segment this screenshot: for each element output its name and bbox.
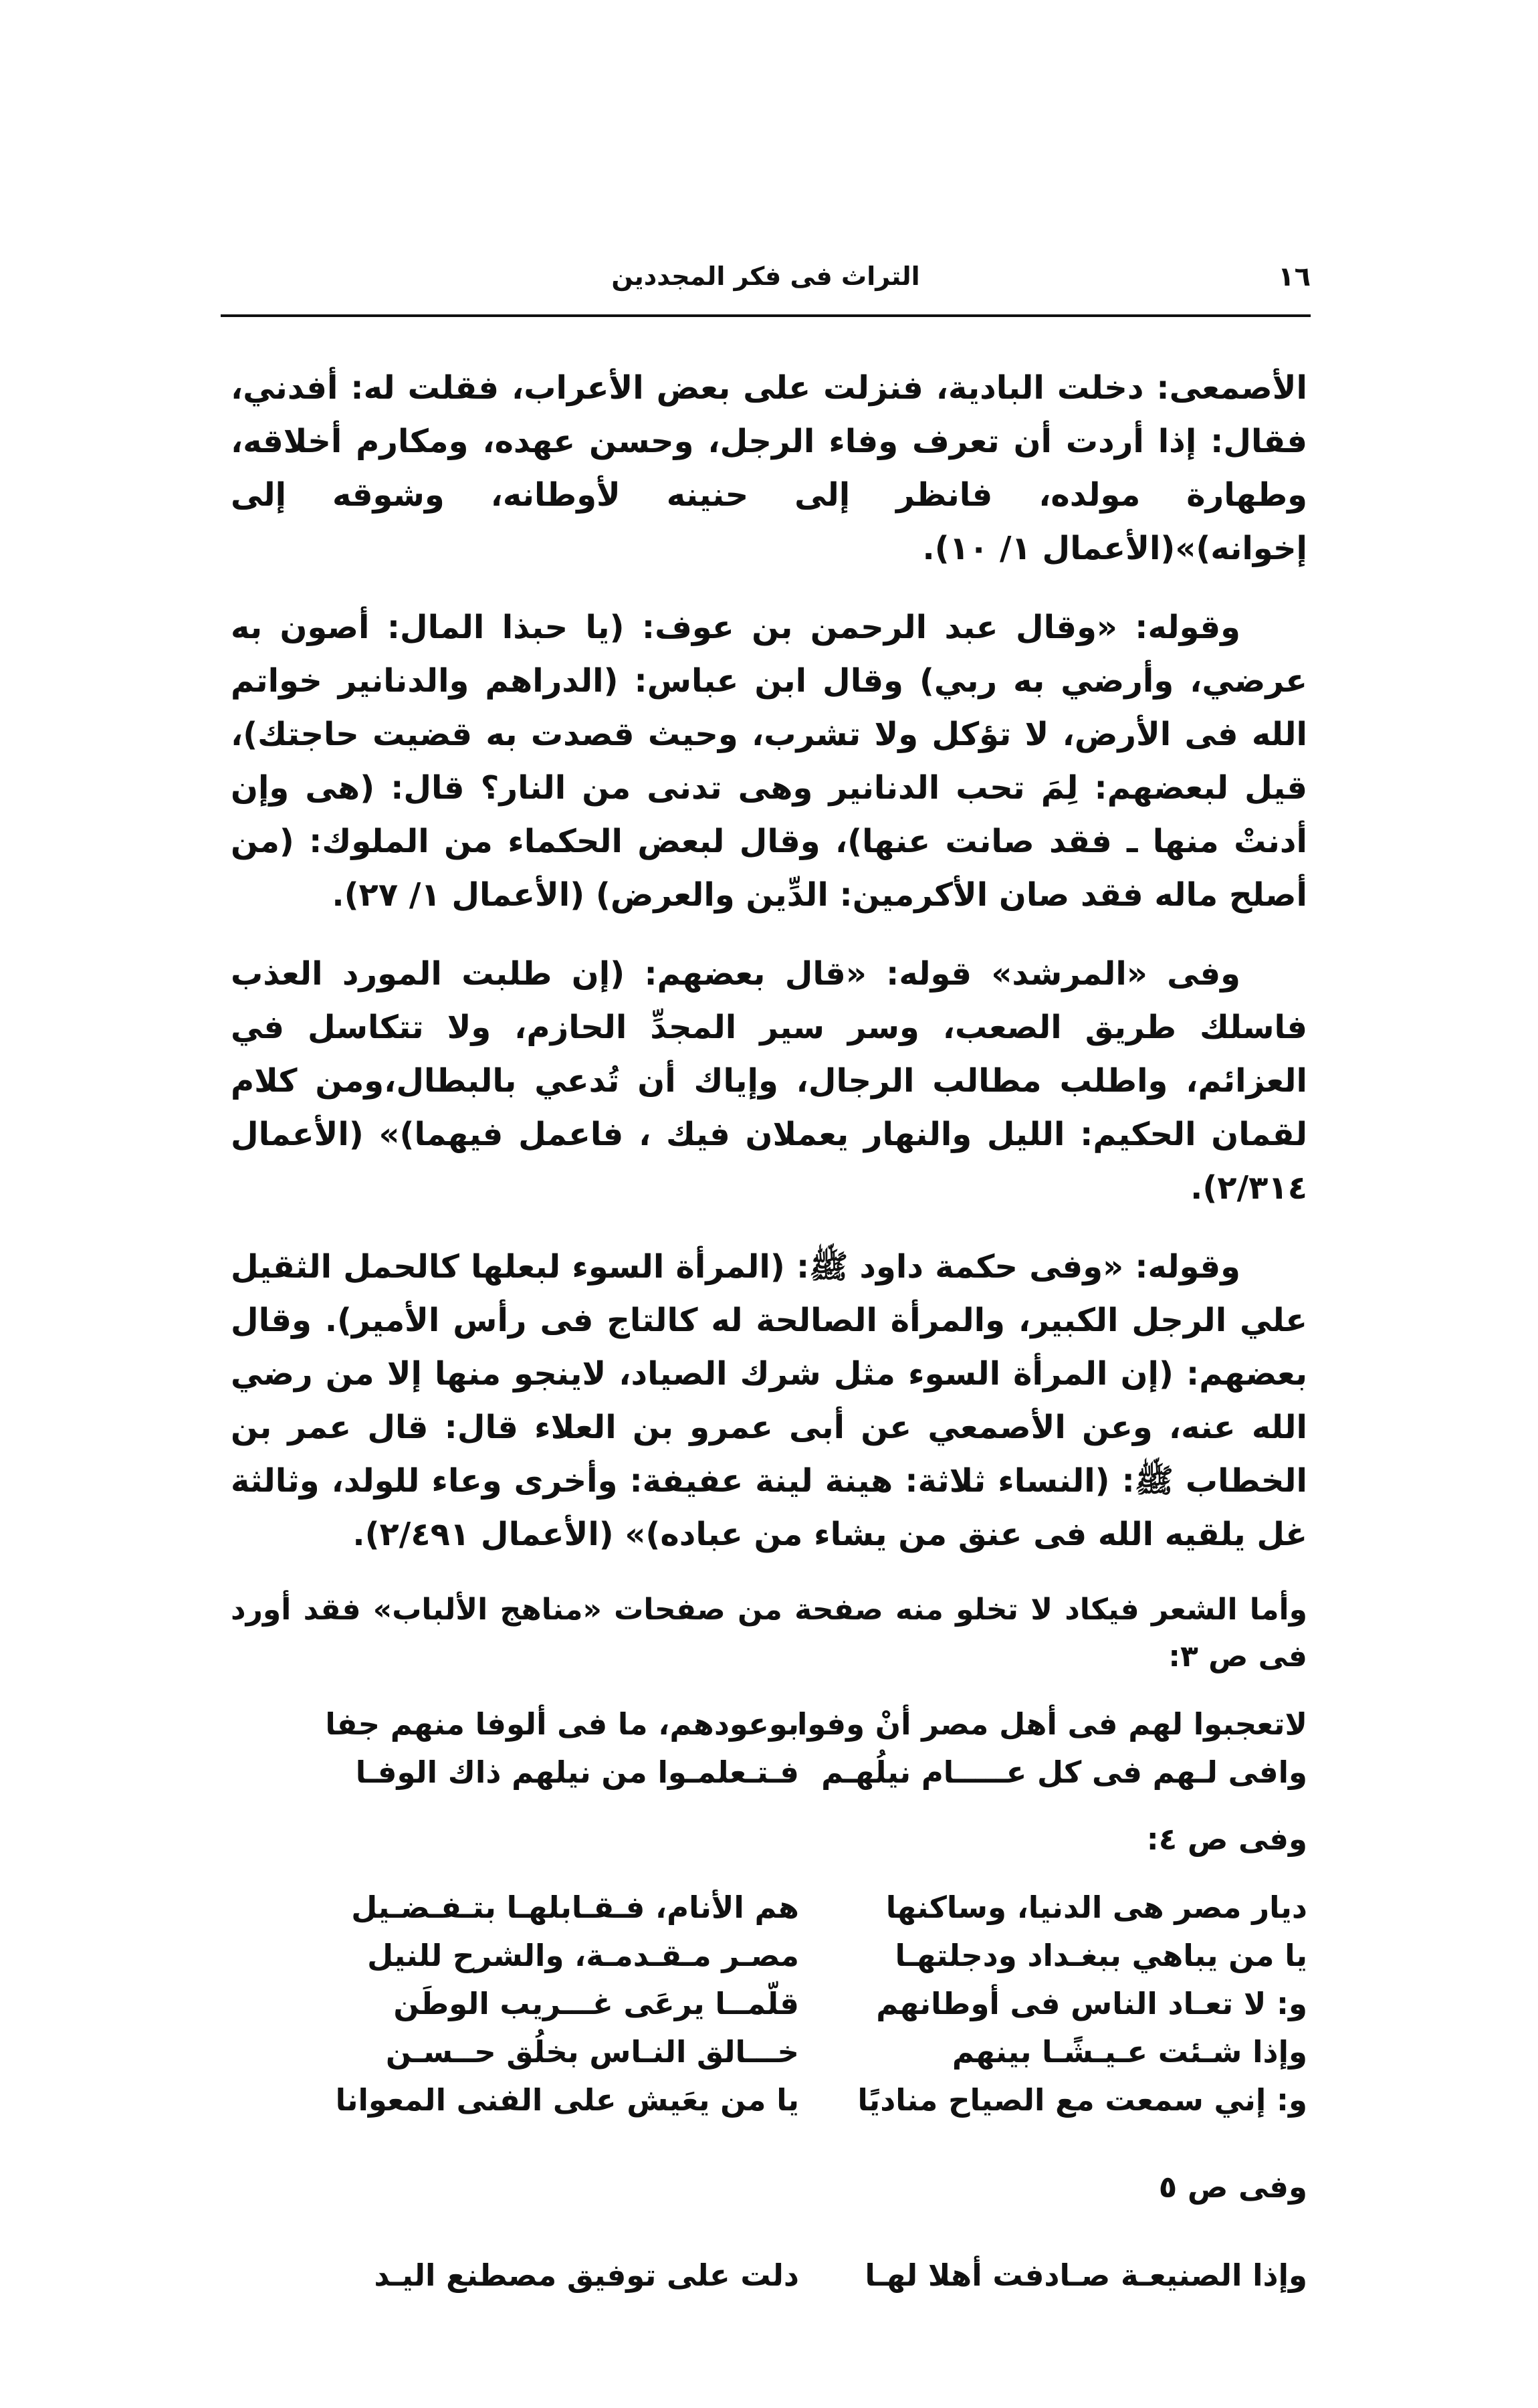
verse <box>355 1748 1307 1797</box>
hemistich-first: لاتعجبوا لهم فى أهل مصر أنْ وفوا <box>796 1706 1307 1742</box>
poem-group <box>325 1700 1307 1797</box>
paragraph: وقوله: «وقال عبد الرحمن بن عوف: (يا حبذا المال: أصون به عرضي، وأرضي به ربي) وقال ابن عباس: (الدراهم والدنانير خواتم الله فى الأرض، لا تؤكل ولا تشرب، وحيث قصدت به قضيت حاجتك)، قيل لبعضهم: لِمَ تحب الدنانير وهى تدنى من النار؟ قال: (هى وإن أدنتْ منها ـ فقد صانت عنها)، وقال لبعض الحكماء من الملوك: (من أصلح ماله فقد صان الأكرمين: الدِّين والعرض) (الأعمال ١/ ٢٧). <box>231 609 1307 914</box>
paragraph: وقوله: «وفى حكمة داود ﷺ: (المرأة السوء لبعلها كالحمل الثقيل علي الرجل الكبير، والمرأة الصالحة له كالتاج فى رأس الأمير). وقال بعضهم: (إن المرأة السوء مثل شرك الصياد، لاينجو منها إلا من رضي الله عنه، وعن الأصمعي عن أبى عمرو بن العلاء قال: قال عمر بن الخطاب ﷺ: (النساء ثلاثة: هينة لينة عفيفة: وأخرى وعاء للولد، وثالثة غل يلقيه الله فى عنق من يشاء من عباده)» (الأعمال ٢/٤٩١). <box>231 1248 1307 1553</box>
body-text <box>231 361 1307 2300</box>
verse <box>374 2251 1307 2300</box>
hemistich-second: خـــالق النـاس بخلُق حــسـن <box>385 2034 799 2070</box>
poetry-intro: وأما الشعر فيكاد لا تخلو منه صفحة من صفحات «مناهج الألباب» فقد أورد فى ص ٣: <box>231 1593 1307 1674</box>
hemistich-second: قلّمــا يرعَى غـــريب الوطَن <box>393 1986 799 2021</box>
poem-group <box>374 2251 1307 2300</box>
page-header <box>221 258 1311 311</box>
verse <box>325 1700 1307 1748</box>
hemistich-second: دلت على توفيق مصطنع اليـد <box>374 2258 799 2293</box>
verse <box>393 1980 1307 2028</box>
hemistich-first: ديار مصر هى الدنيا، وساكنها <box>885 1890 1307 1925</box>
verse <box>385 2028 1307 2076</box>
hemistich-second: يا من يعَيش على الفنى المعوانا <box>335 2082 799 2118</box>
header-rule <box>221 314 1311 317</box>
paragraph: وفى «المرشد» قوله: «قال بعضهم: (إن طلبت المورد العذب فاسلك طريق الصعب، وسر سير المجدِّ الحازم، ولا تتكاسل في العزائم، واطلب مطالب الرجال، وإياك أن تُدعي بالبطال،ومن كلام لقمان الحكيم: الليل والنهار يعملان فيك ، فاعمل فيهما)» (الأعمال ٢/٣١٤). <box>231 955 1307 1207</box>
hemistich-first: وافى لـهم فى كل عـــــام نيلُهـم <box>821 1754 1307 1790</box>
poem-group <box>335 1884 1307 2124</box>
verse <box>367 1932 1307 1980</box>
verse <box>335 2076 1307 2124</box>
hemistich-first: يا من يباهي ببغـداد ودجلتهـا <box>895 1938 1307 1973</box>
hemistich-first: وإذا الصنيعـة صـادفت أهلا لهـا <box>865 2258 1307 2293</box>
poem-page-label: وفى ص ٥ <box>1158 2169 1307 2205</box>
hemistich-second: فـتـعلمـوا من نيلهم ذاك الوفـا <box>355 1754 799 1790</box>
hemistich-second: بوعودهم، ما فى ألوفا منهم جفا <box>325 1706 799 1742</box>
poem-page-label: وفى ص ٤: <box>1146 1821 1307 1857</box>
hemistich-first: و: إني سمعت مع الصياح مناديًا <box>857 2082 1307 2118</box>
hemistich-second: هم الأنام، فـقـابلهـا بتـفـضـيل <box>351 1890 799 1925</box>
running-title: التراث فى فكر المجددين <box>611 262 920 291</box>
verse <box>351 1884 1307 1932</box>
paragraph: الأصمعى: دخلت البادية، فنزلت على بعض الأعراب، فقلت له: أفدني، فقال: إذا أردت أن تعرف وفاء الرجل، وحسن عهده، ومكارم أخلاقه، وطهارة مولده، فانظر إلى حنينه لأوطانه، وشوقه إلى إخوانه)»(الأعمال ١/ ١٠). <box>231 369 1307 567</box>
page-number: ١٦ <box>1278 262 1311 292</box>
hemistich-first: وإذا شـئت عـيـشًـا بينهم <box>952 2034 1307 2070</box>
hemistich-first: و: لا تعـاد الناس فى أوطانهم <box>876 1986 1307 2021</box>
hemistich-second: مصـر مـقـدمـة، والشرح للنيل <box>367 1938 799 1973</box>
